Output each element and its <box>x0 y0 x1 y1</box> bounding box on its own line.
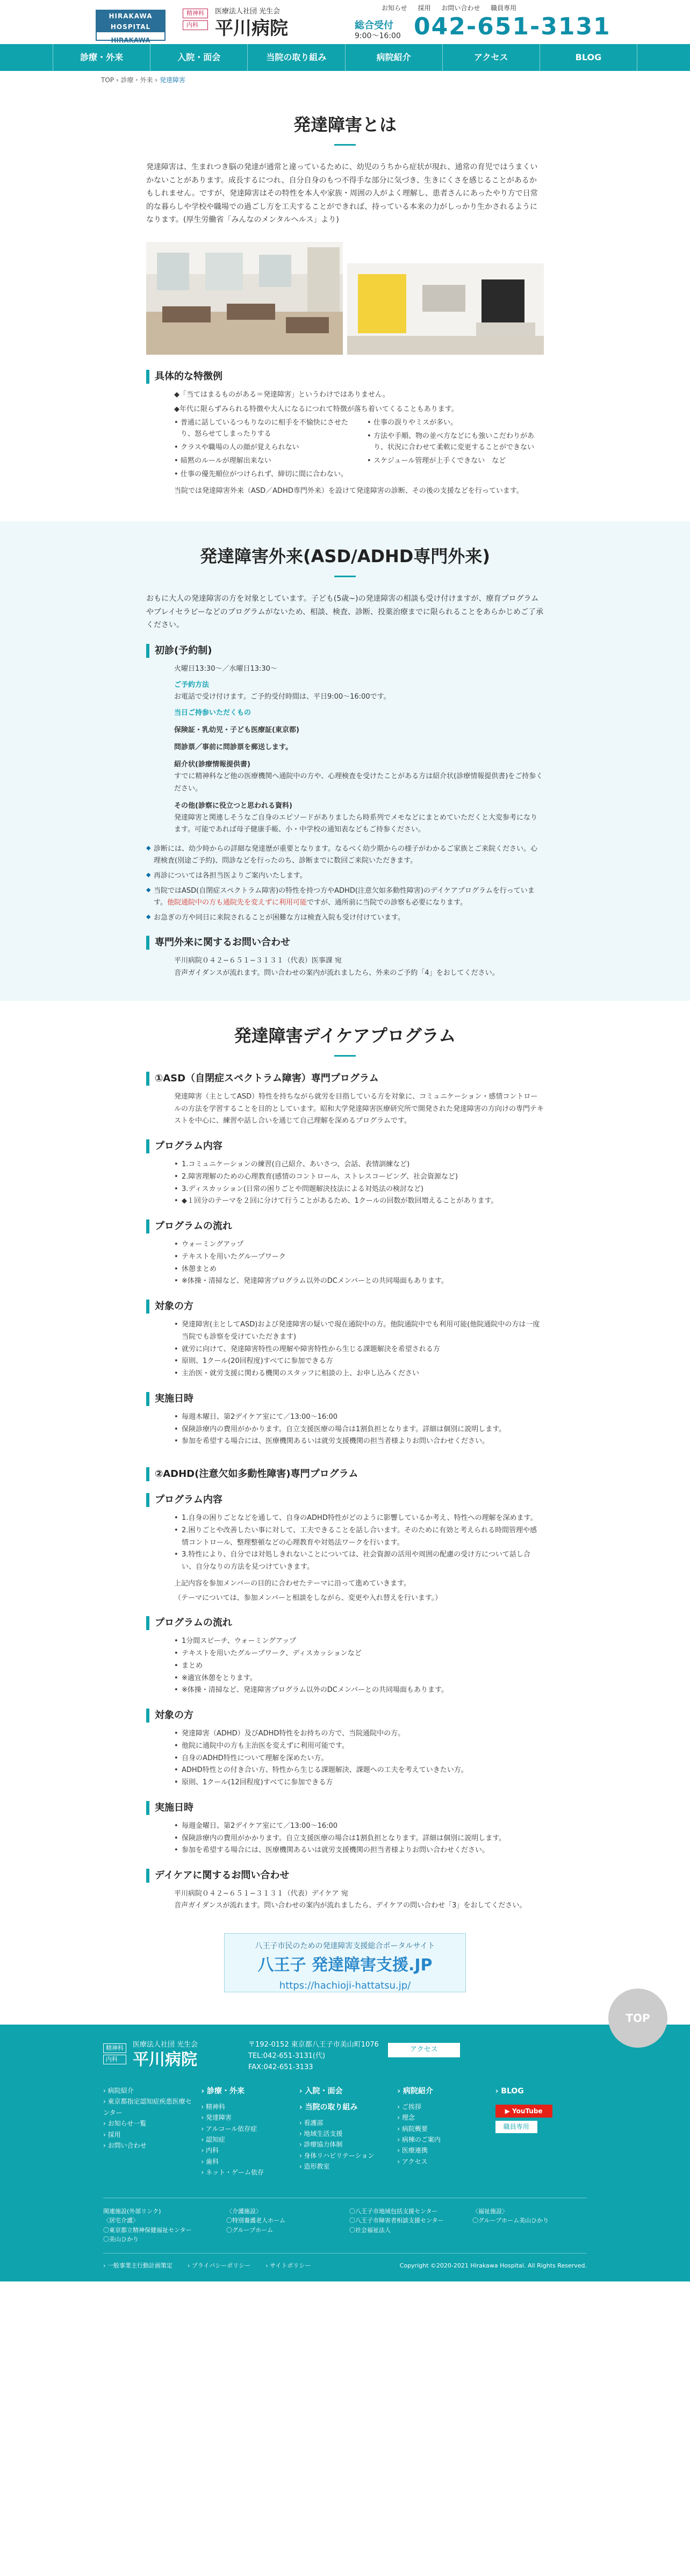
daycare-contact-heading: デイケアに関するお問い合わせ <box>146 1869 544 1883</box>
reserve-heading: ご予約方法 <box>174 680 210 689</box>
adhd-flow-item: • 1分間スピーチ、ウォーミングアップ <box>174 1635 544 1648</box>
tel-hours: 9:00〜16:00 <box>355 32 401 40</box>
related-link[interactable]: 〇社会福祉法人 <box>349 2226 391 2234</box>
hospital-name[interactable] <box>215 6 288 39</box>
scroll-top-button[interactable]: TOP <box>608 1989 667 2048</box>
feature-item: • クラスや職場の人の顔が覚えられない <box>174 442 351 454</box>
footer-link[interactable]: › 造形教室 <box>299 2163 330 2171</box>
related-link[interactable]: 〇八王子市地域包括支援センター <box>349 2207 438 2215</box>
footer-fax: FAX:042-651-3133 <box>248 2063 313 2071</box>
util-news[interactable]: お知らせ <box>382 4 407 12</box>
nav-access[interactable]: アクセス <box>443 44 540 71</box>
related-link[interactable]: 〇美山ひかり <box>103 2236 139 2243</box>
feature-item: • 仕事の誤りやミスが多い。 <box>367 418 544 429</box>
feature-item: • 方法や手順、物の並べ方などにも強いこだわりがあり、状況に合わせて柔軟に変更することができない <box>367 431 544 454</box>
tag-internal: 内科 <box>183 20 208 30</box>
footer-link[interactable]: › 歯科 <box>201 2157 219 2165</box>
asd-content-heading: プログラム内容 <box>146 1139 544 1153</box>
adhd-content-note2: （テーマについては、参加メンバーと相談をしながら、変更や入れ替えを行います。） <box>174 1594 442 1602</box>
feature-item: • 仕事の優先順位がつけられず、締切に間に合わない。 <box>174 469 351 480</box>
related-link: 〈介護施設〉 <box>226 2207 262 2215</box>
related-link: 〈居宅介護〉 <box>103 2217 139 2225</box>
adhd-content-heading: プログラム内容 <box>146 1493 544 1507</box>
nav-blog[interactable]: BLOG <box>540 44 637 71</box>
related-link[interactable]: 〇特別養護老人ホーム <box>226 2217 285 2225</box>
asd-target-heading: 対象の方 <box>146 1300 544 1314</box>
footer-link[interactable]: › 診療協力体制 <box>299 2141 343 2149</box>
bring-desc: すでに精神科など他の医療機関へ通院中の方や、心理検査を受けたことがある方は紹介状(診療情報提供書)をご持参ください。 <box>174 772 543 793</box>
footer-addr-line: 〒192-0152 東京都八王子市美山町1076 <box>248 2041 379 2049</box>
banner-title: 八王子 発達障害支援.JP <box>257 1955 433 1975</box>
features-note1: ◆「当てはまるものがある＝発達障害」というわけではありません。 <box>174 390 390 399</box>
footer-link[interactable]: › 理念 <box>397 2114 415 2122</box>
title-underline <box>334 144 356 146</box>
asd-target-item: • 原則、1クール(20回程度)すべてに参加できる方 <box>174 1355 544 1368</box>
first-visit-schedule: 火曜日13:30〜／水曜日13:30〜 <box>174 664 277 673</box>
adhd-date-item: • 毎週金曜日、第2デイケア室にて／13:00〜16:00 <box>174 1820 544 1833</box>
feature-item: • 普通に話しているつもりなのに相手を不愉快にさせたり、怒らせてしまったりする <box>174 418 351 440</box>
footer-link[interactable]: › 東京都指定認知症疾患医療センター <box>103 2098 192 2116</box>
nav-about[interactable]: 病院紹介 <box>346 44 443 71</box>
photo-row <box>146 242 544 355</box>
adhd-date-item: • 参加を希望する場合には、医療機関あるいは就労支援機関の担当者様よりお問い合わせください。 <box>174 1845 544 1857</box>
asd-flow-item: • ウォーミングアップ <box>174 1239 544 1251</box>
util-contact[interactable]: お問い合わせ <box>441 4 480 12</box>
action-plan-link[interactable]: › 一般事業主行動計画策定 <box>103 2262 172 2269</box>
outpatient-note: ◆ お急ぎの方や同日に来院されることが困難な方は検査入院も受け付けています。 <box>146 912 544 924</box>
footer-link[interactable]: › 病棟のご案内 <box>397 2136 441 2144</box>
footer-address <box>248 2040 379 2073</box>
adhd-content-item: • 1.自身の困りごとなどを通して、自身のADHD特性がどのように影響しているか考え、特性への理解を深めます。 <box>174 1512 544 1525</box>
related-link: 関連施設(外部リンク) <box>103 2207 161 2215</box>
related-links <box>103 2198 587 2253</box>
footer-link[interactable]: › アクセス <box>397 2157 428 2165</box>
dept-tags <box>183 9 208 32</box>
adhd-target-heading: 対象の方 <box>146 1709 544 1723</box>
site-header <box>0 0 690 44</box>
footer-link[interactable]: › 看護部 <box>299 2119 324 2127</box>
daycare-note: 当院ではASD(自閉症スペクトラム障害)の特性を持つ方やADHD(注意欠如多動性障害)のデイケアプログラムを行っています。 <box>154 887 535 907</box>
related-link[interactable]: 〇グループホーム <box>226 2226 274 2234</box>
copyright: Copyright ©2020-2021 Hirakawa Hospital. All Rights Reserved. <box>399 2262 587 2269</box>
adhd-content-item: • 3.特性により、自分では対処しきれないことについては、社会資源の活用や周囲の配慮の受け方について話し合い、自分なりの方法を見つけていきます。 <box>174 1549 544 1574</box>
nav-admission[interactable]: 入院・面会 <box>150 44 248 71</box>
footer-corp: 医療法人社団 光生会 <box>133 2041 198 2049</box>
about-lead: 発達障害は、生まれつき脳の発達が通常と違っているために、幼児のうちから症状が現れ、通常の育児ではうまくいかないことがあります。成長するにつれ、自分自身のもつ不得手な部分に気づき、生きにくさを感じることがあるかもしれません。ですが、発達障害はその特性を本人や家族・周囲の人がよく理解し、患者さんにあったやり方で日常的な暮らしや学校や職場での過ごし方を工夫することができれば、持っている本来の力がしっかり生かされるようになります。(厚生労働省「みんなのメンタルヘルス」より) <box>146 163 538 225</box>
adhd-flow-item: • ※適宜休憩をとります。 <box>174 1673 544 1685</box>
footer-link[interactable]: › 病院概要 <box>397 2125 428 2133</box>
logo-mark: HIRAKAWA <box>111 37 150 44</box>
bring-item: 保険証・乳幼児・子ども医療証(東京都) <box>174 726 299 735</box>
asd-target-item: • 主治医・就労支援に関わる機関のスタッフに相談の上、お申し込みください <box>174 1368 544 1380</box>
asd-target-item: • 就労に向けて、発達障害特性の理解や障害特性から生じる課題解決を希望される方 <box>174 1344 544 1356</box>
footer-col-title[interactable]: › BLOG <box>495 2087 524 2096</box>
footer-link[interactable]: › アルコール依存症 <box>201 2125 257 2133</box>
footer-col-title[interactable]: › 病院紹介 <box>397 2087 433 2096</box>
features-note2: ◆年代に限らずみられる特徴や大人になるにつれて特徴が落ち着いてくることもあります。 <box>174 405 458 413</box>
contact-line2: 音声ガイダンスが流れます。問い合わせの案内が流れましたら、外来のご予約「4」をおしてください。 <box>174 968 499 977</box>
util-recruit[interactable]: 採用 <box>418 4 431 12</box>
contact-line1: 平川病院０４２−６５１−３１３１（代表）医事課 宛 <box>174 957 342 965</box>
bring-item: 問診票／事前に問診票を郵送します。 <box>174 743 292 752</box>
asd-content-item: • 1.コミュニケーションの練習(自己紹介、あいさつ、会話、表情訓練など) <box>174 1159 544 1171</box>
youtube-icon: ▶ <box>505 2107 513 2115</box>
outpatient-note: ◆ 再診については各担当医よりご案内いたします。 <box>146 870 544 882</box>
bring-item: その他(診察に役立つと思われる資料) <box>174 801 292 810</box>
banner-url: https://hachioji-hattatsu.jp/ <box>279 1979 411 1991</box>
hospital-logo[interactable] <box>96 10 166 44</box>
asd-date-item: • 参加を希望する場合には、医療機関あるいは就労支援機関の担当者様よりお問い合わせください。 <box>174 1436 544 1448</box>
staff-only-button[interactable]: 職員専用 <box>495 2121 537 2133</box>
adhd-content-note1: 上記内容を参加メンバーの目的に合わせたテーマに沿って進めていきます。 <box>174 1579 411 1588</box>
related-link[interactable]: 〇グループホーム美山ひかり <box>472 2217 549 2225</box>
asd-date-item: • 毎週木曜日、第2デイケア室にて／13:00〜16:00 <box>174 1411 544 1424</box>
daycare-note-highlight: 他院通院中の方も通院先を変えずに利用可能 <box>167 899 307 907</box>
related-link: 〈福祉施設〉 <box>472 2207 508 2215</box>
outpatient-section <box>0 521 690 1001</box>
page-title: 発達障害とは <box>293 114 397 135</box>
util-staff[interactable]: 職員専用 <box>491 4 517 12</box>
bring-desc: 発達障害と関連しそうなご自身のエピソードがありましたら時系列でメモなどにまとめていただくと大変参考になります。可能であれば母子健康手帳、小・中学校の通知表などもご持参ください。 <box>174 813 538 834</box>
footer-tag-internal: 内科 <box>103 2055 126 2064</box>
features-list <box>146 418 544 482</box>
adhd-target-item: • 自身のADHD特性について理解を深めたい方。 <box>174 1753 544 1765</box>
footer-link[interactable]: › お問い合わせ <box>103 2142 147 2150</box>
adhd-target-item: • 他院に通院中の方も主治医を変えずに利用可能です。 <box>174 1740 544 1753</box>
site-policy-link[interactable]: › サイトポリシー <box>265 2262 311 2269</box>
hospital-title: 平川病院 <box>215 17 288 39</box>
daycare-contact-line1: 平川病院０４２−６５１−３１３１（代表）デイケア 宛 <box>174 1890 348 1898</box>
asd-flow-item: • ※体操・清掃など、発達障害プログラム以外のDCメンバーとの共同場面もあります。 <box>174 1275 544 1288</box>
waiting-room-photo <box>146 242 343 355</box>
asd-content-item: • 2.障害理解のための心理教育(感情のコントロール、ストレスコーピング、社会資源など) <box>174 1171 544 1183</box>
outpatient-title: 発達障害外来(ASD/ADHD専門外来) <box>200 546 490 567</box>
asd-lead: 発達障害（主としてASD）特性を持ちながら就労を目指している方を対象に、コミュニケーション・感情コントロールの方法を学習することを目的としています。昭和大学発達障害医療研究所で開発された発達障害の方向けの専門テキストを中心に、練習や話し合いを通じて自己理解を深めるプログラムです。 <box>174 1092 544 1125</box>
footer-link[interactable]: › 身体リハビリテーション <box>299 2151 375 2159</box>
footer-col-title[interactable]: › 入院・面会 <box>299 2087 343 2096</box>
asd-date-heading: 実施日時 <box>146 1392 544 1406</box>
adhd-content-item: • 2.困りごとや改善したい事に対して、工夫できることを話し合います。そのために有効と考えられる時間管理や感情コントロール、整理整頓などの心理教育や対処法ワークを行います。 <box>174 1525 544 1549</box>
nav-outpatient[interactable]: 診療・外来 <box>53 44 150 71</box>
footer-link[interactable]: › 内科 <box>201 2147 219 2155</box>
youtube-button[interactable] <box>495 2105 552 2118</box>
banner-caption: 八王子市民のための発達障害支援総合ポータルサイト <box>255 1942 435 1951</box>
daycare-contact-line2: 音声ガイダンスが流れます。問い合わせの案内が流れましたら、デイケアの問い合わせ「3」をおしてください。 <box>174 1901 527 1910</box>
nav-initiatives[interactable]: 当院の取り組み <box>248 44 345 71</box>
footer-link[interactable]: › 発達障害 <box>201 2114 232 2122</box>
consult-room-photo <box>347 242 544 355</box>
footer-link[interactable]: › ご挨拶 <box>397 2103 421 2111</box>
footer-link[interactable]: › ネット・ゲーム依存 <box>201 2169 264 2177</box>
asd-content-item: • ◆１回分のテーマを２回に分けて行うことがあるため、1クールの回数が数回増えることがあります。 <box>174 1195 544 1208</box>
footer-tag-psychiatry: 精神科 <box>103 2043 126 2053</box>
crumb-outpatient[interactable]: 診療・外来 <box>120 76 153 84</box>
feature-item: • 暗黙のルールが理解出来ない <box>174 456 351 467</box>
contact-heading: 専門外来に関するお問い合わせ <box>146 936 544 950</box>
tel-number[interactable]: 042-651-3131 <box>414 13 611 40</box>
daycare-section <box>0 1001 690 2025</box>
adhd-flow-item: • ※体操・清掃など、発達障害プログラム以外のDCメンバーとの共同場面もあります。 <box>174 1684 544 1697</box>
footer-link[interactable]: › 地域生活支援 <box>299 2130 343 2138</box>
daycare-note-suffix: ですが、通所前に当院での診察も必要になります。 <box>306 899 467 907</box>
crumb-top[interactable]: TOP <box>101 76 114 84</box>
hattatsu-portal-banner[interactable] <box>224 1933 466 1992</box>
bring-item: 紹介状(診療情報提供書) <box>174 760 250 769</box>
footer-sitemap <box>103 2085 587 2178</box>
corp-name: 医療法人社団 光生会 <box>215 8 281 16</box>
footer-link[interactable]: › 病院紹介 <box>103 2087 134 2095</box>
privacy-link[interactable]: › プライバシーポリシー <box>187 2262 251 2269</box>
adhd-target-item: • 発達障害（ADHD）及びADHD特性をお持ちの方で、当院通院中の方。 <box>174 1728 544 1740</box>
site-footer <box>0 2025 690 2281</box>
adhd-date-heading: 実施日時 <box>146 1801 544 1815</box>
crumb-current: 発達障害 <box>159 76 185 84</box>
daycare-title: 発達障害デイケアプログラム <box>234 1025 456 1046</box>
adhd-target-item: • 原則、1クール(12回程度)すべてに参加できる方 <box>174 1777 544 1789</box>
related-link[interactable]: 〇東京都立精神保健福祉センター <box>103 2226 192 2234</box>
footer-name: 平川病院 <box>133 2050 197 2070</box>
asd-program-heading: ①ASD（自閉症スペクトラム障害）専門プログラム <box>146 1072 544 1086</box>
adhd-flow-heading: プログラムの流れ <box>146 1616 544 1630</box>
adhd-date-item: • 保険診療内の費用がかかります。自立支援医療の場合は1割負担となります。詳細は個別に説明します。 <box>174 1833 544 1845</box>
adhd-program-heading: ②ADHD(注意欠如多動性障害)専門プログラム <box>146 1467 544 1481</box>
features-summary: 当院では発達障害外来（ASD／ADHD専門外来）を設けて発達障害の診断、その後の支援などを行っています。 <box>174 487 523 496</box>
footer-link[interactable]: › 認知症 <box>201 2136 226 2144</box>
asd-flow-item: • テキストを用いたグループワーク <box>174 1251 544 1264</box>
utility-links <box>382 3 525 13</box>
features-heading: 具体的な特徴例 <box>146 370 544 384</box>
tag-psychiatry: 精神科 <box>183 9 208 18</box>
adhd-target-item: • ADHD特性との付き合い方、特性から生じる課題解決、課題への工夫を考えていきたい方。 <box>174 1764 544 1777</box>
footer-bottom <box>103 2253 587 2281</box>
footer-link[interactable]: › 医療連携 <box>397 2147 428 2155</box>
outpatient-note: ◆ 診断には、幼少時からの詳細な発達歴が重要となります。なるべく幼少期からの様子がわかるご家族とご来院ください。心理検査(別途ご予約)、問診などを行ったのち、診断までに数回ご来院いただきます。 <box>146 843 544 867</box>
youtube-label: YouTube <box>512 2107 543 2115</box>
footer-link[interactable]: › 精神科 <box>201 2103 226 2111</box>
adhd-flow-item: • まとめ <box>174 1660 544 1673</box>
about-section <box>0 90 690 521</box>
footer-access-button[interactable]: アクセス <box>388 2043 460 2057</box>
outpatient-lead: おもに大人の発達障害の方を対象としています。子ども(5歳~)の発達障害の相談も受け付けますが、療育プログラムやプレイセラピーなどのプログラムがないため、相談、検査、診断、投薬治療までに限られることをあらかじめご了承ください。 <box>146 594 544 630</box>
asd-flow-item: • 休憩まとめ <box>174 1264 544 1276</box>
adhd-flow-item: • テキストを用いたグループワーク、ディスカッションなど <box>174 1648 544 1660</box>
asd-target-item: • 発達障害(主としてASD)および発達障害の疑いで現在通院中の方。他院通院中でも利用可能(他院通院中の方は一度当院でも診察を受けていただきます) <box>174 1319 544 1344</box>
logo-text: HIRAKAWA HOSPITAL <box>97 11 164 32</box>
asd-content-item: • 3.ディスカッション(日常の困りごとや問題解決技法による対処法の検討など) <box>174 1183 544 1196</box>
feature-item: • スケジュール管理が上手くできない など <box>367 456 544 467</box>
asd-date-item: • 保険診療内の費用がかかります。自立支援医療の場合は1割負担となります。詳細は個別に説明します。 <box>174 1424 544 1436</box>
outpatient-note <box>146 885 544 909</box>
footer-link[interactable]: › 採用 <box>103 2130 121 2139</box>
footer-tel[interactable]: TEL:042-651-3131(代) <box>248 2052 326 2061</box>
title-underline <box>334 1055 356 1057</box>
reserve-text: お電話で受け付けます。ご予約受付時間は、平日9:00〜16:00です。 <box>174 692 391 701</box>
footer-col-title[interactable]: › 診療・外来 <box>201 2087 245 2096</box>
first-visit-heading: 初診(予約制) <box>146 644 544 658</box>
breadcrumb: TOP › 診療・外来 › 発達障害 <box>101 76 185 84</box>
bring-heading: 当日ご持参いただくもの <box>174 709 251 717</box>
related-link[interactable]: 〇八王子市障害者相談支援センター <box>349 2217 444 2225</box>
asd-flow-heading: プログラムの流れ <box>146 1219 544 1233</box>
footer-col-title[interactable]: › 当院の取り組み <box>299 2103 358 2112</box>
tel-label: 総合受付 <box>355 20 393 31</box>
footer-link[interactable]: › お知らせ一覧 <box>103 2120 147 2128</box>
title-underline <box>334 576 356 577</box>
